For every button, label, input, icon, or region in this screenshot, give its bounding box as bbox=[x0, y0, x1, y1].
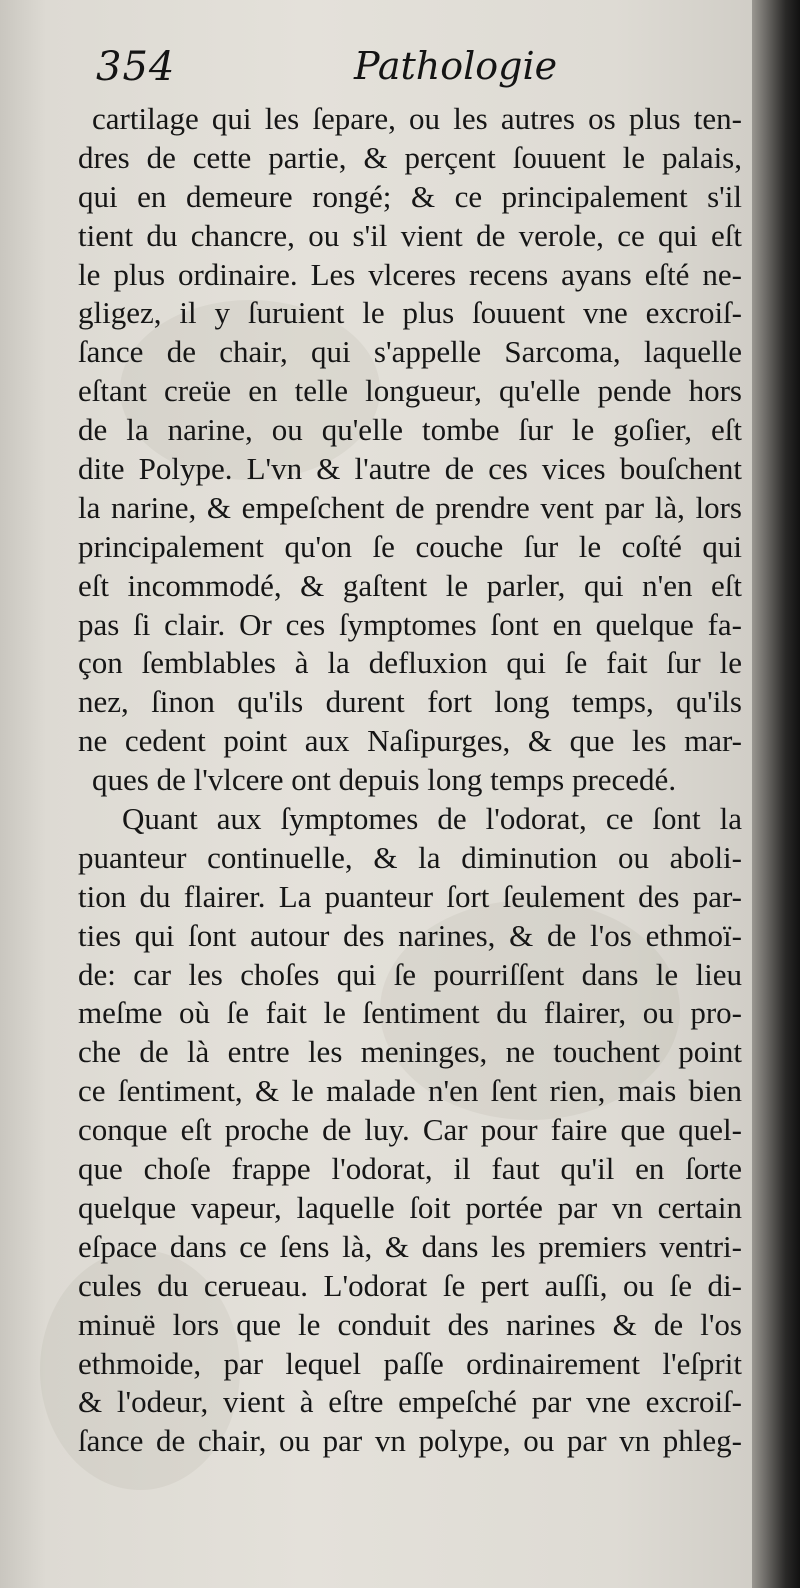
text-line: & l'odeur, vient à eſtre empeſché par vne excroiſ- bbox=[78, 1384, 742, 1420]
text-line: quelque vapeur, laquelle ſoit portée par vn certain bbox=[78, 1189, 742, 1225]
text-line: ethmoide, par lequel paſſe ordinairement l'eſprit bbox=[78, 1345, 742, 1381]
text-line: le plus ordinaire. Les vlceres recens ayans eſté ne- bbox=[78, 256, 742, 292]
text-line: çon ſemblables à la defluxion qui ſe fait ſur le bbox=[78, 645, 742, 681]
text-line: meſme où ſe fait le ſentiment du flairer, ou pro- bbox=[78, 995, 742, 1031]
text-line: ne cedent point aux Naſipurges, & que les mar- bbox=[78, 723, 742, 759]
page-number: 354 bbox=[96, 44, 176, 90]
text-line: minuë lors que le conduit des narines & de l'os bbox=[78, 1306, 742, 1342]
text-line: cartilage qui les ſepare, ou les autres os plus ten- bbox=[92, 101, 742, 136]
text-line: ſance de chair, ou par vn polype, ou par vn phleg- bbox=[78, 1423, 742, 1459]
text-line: ques de l'vlcere ont depuis long temps precedé. bbox=[92, 762, 677, 798]
body-text bbox=[78, 100, 742, 1461]
text-line: Quant aux ſymptomes de l'odorat, ce ſont la bbox=[122, 801, 742, 837]
text-line: ties qui ſont autour des narines, & de l'os ethmoï- bbox=[78, 917, 742, 953]
text-line: de: car les choſes qui ſe pourriſſent dans le lieu bbox=[78, 956, 742, 992]
text-line: qui en demeure rongé; & ce principalement s'il bbox=[78, 178, 742, 214]
text-line: puanteur continuelle, & la diminution ou aboli- bbox=[78, 839, 742, 875]
text-line: eſpace dans ce ſens là, & dans les premiers ventri- bbox=[78, 1228, 742, 1264]
text-line: conque eſt proche de luy. Car pour faire que quel- bbox=[78, 1112, 742, 1148]
page-header bbox=[96, 44, 736, 94]
text-line: cules du cerueau. L'odorat ſe pert auſſi, ou ſe di- bbox=[78, 1267, 742, 1303]
text-line: tient du chancre, ou s'il vient de verole, ce qui eſt bbox=[78, 217, 742, 253]
text-line: dres de cette partie, & perçent ſouuent le palais, bbox=[78, 139, 742, 175]
text-line: que choſe frappe l'odorat, il faut qu'il en ſorte bbox=[78, 1151, 742, 1187]
text-line: gligez, il y ſuruient le plus ſouuent vne excroiſ- bbox=[78, 295, 742, 331]
text-line: che de là entre les meninges, ne touchent point bbox=[78, 1034, 742, 1070]
text-line: nez, ſinon qu'ils durent fort long temps, qu'ils bbox=[78, 684, 742, 720]
text-line: eſtant creüe en telle longueur, qu'elle pende hors bbox=[78, 373, 742, 409]
running-title: Pathologie bbox=[354, 44, 558, 88]
text-line: pas ſi clair. Or ces ſymptomes ſont en quelque fa- bbox=[78, 606, 742, 642]
text-line: de la narine, ou qu'elle tombe ſur le goſier, eſt bbox=[78, 412, 742, 448]
text-line: eſt incommodé, & gaſtent le parler, qui n'en eſt bbox=[78, 567, 742, 603]
text-line: ſance de chair, qui s'appelle Sarcoma, laquelle bbox=[78, 334, 742, 370]
text-line: principalement qu'on ſe couche ſur le coſté qui bbox=[78, 528, 742, 564]
text-line: ce ſentiment, & le malade n'en ſent rien, mais bien bbox=[78, 1073, 742, 1109]
text-line: tion du flairer. La puanteur ſort ſeulement des par- bbox=[78, 878, 742, 914]
text-line: la narine, & empeſchent de prendre vent par là, lors bbox=[78, 489, 742, 525]
text-line: dite Polype. L'vn & l'autre de ces vices bouſchent bbox=[78, 451, 742, 487]
book-binding-gutter bbox=[752, 0, 800, 1588]
